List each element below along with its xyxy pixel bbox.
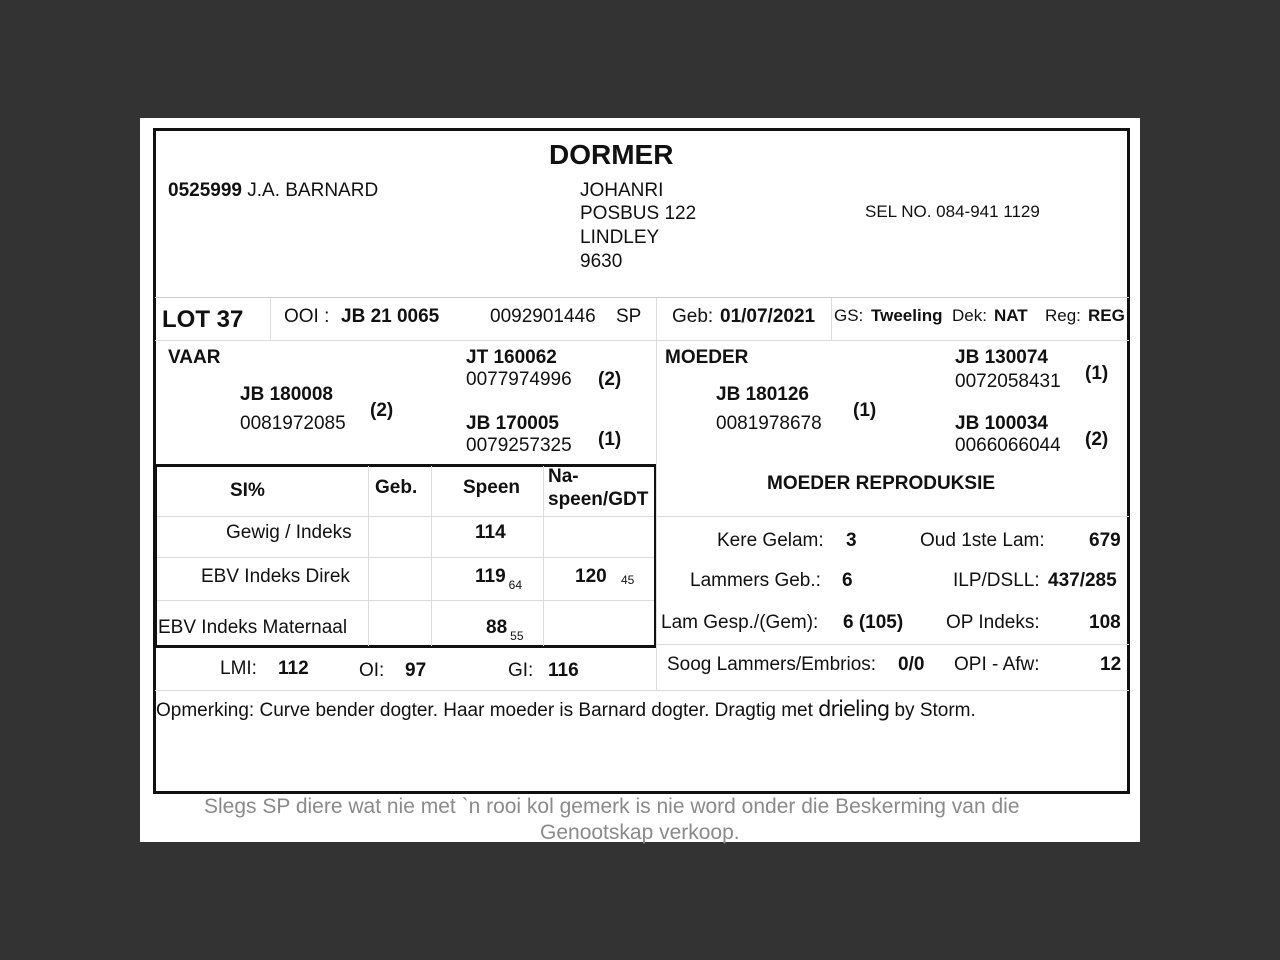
oud-label: Oud 1ste Lam:	[920, 530, 1045, 551]
lmi-label: LMI:	[220, 658, 257, 679]
vaar-dam-number: 0079257325	[466, 435, 572, 456]
moeder-number: 0081978678	[716, 413, 822, 434]
gs-label: GS:	[834, 306, 864, 325]
si-row-label: EBV Indeks Direk	[201, 566, 350, 587]
lammers-geb-label: Lammers Geb.:	[690, 570, 821, 591]
lot-number: LOT 37	[162, 306, 244, 333]
si-header-naspeen-1: Na-	[548, 466, 579, 487]
lammers-geb-value: 6	[842, 570, 853, 591]
oi-value: 97	[405, 660, 427, 681]
address-line-2: POSBUS 122	[580, 203, 697, 224]
vaar-sire-count: (2)	[598, 369, 622, 390]
breeder-name: J.A. BARNARD	[247, 180, 379, 201]
si-row-speen: 114	[475, 522, 506, 543]
sp-mark: SP	[616, 306, 642, 327]
lam-gesp-value: 6 (105)	[843, 612, 904, 633]
si-row-speen-sub: 64	[508, 578, 523, 592]
registration-number: 0092901446	[490, 306, 596, 327]
address-line-3: LINDLEY	[580, 227, 660, 248]
soog-value: 0/0	[898, 654, 925, 675]
vaar-number: 0081972085	[240, 413, 346, 434]
geb-date: 01/07/2021	[720, 306, 816, 327]
moeder-dam-id: JB 100034	[955, 413, 1048, 434]
vaar-dam-count: (1)	[598, 429, 622, 450]
si-row-label: Gewig / Indeks	[226, 522, 352, 543]
footer-line-2: Genootskap verkoop.	[540, 821, 740, 844]
soog-label: Soog Lammers/Embrios:	[667, 654, 877, 675]
lmi-value: 112	[278, 658, 309, 679]
moeder-sire-count: (1)	[1085, 363, 1109, 384]
address-line-4: 9630	[580, 251, 623, 272]
dek-value: NAT	[994, 306, 1028, 325]
moeder-count: (1)	[853, 400, 877, 421]
ilp-value: 437/285	[1048, 570, 1117, 591]
si-row-label: EBV Indeks Maternaal	[158, 617, 348, 638]
ilp-label: ILP/DSLL:	[953, 570, 1040, 591]
dek-label: Dek:	[952, 306, 987, 325]
remark-emphasis: drieling	[818, 697, 890, 721]
reproduction-title: MOEDER REPRODUKSIE	[767, 473, 996, 494]
ooi-id: JB 21 0065	[341, 306, 440, 327]
moeder-sire-number: 0072058431	[955, 371, 1061, 392]
moeder-dam-count: (2)	[1085, 429, 1109, 450]
gi-label: GI:	[508, 660, 534, 681]
vaar-sire-id: JT 160062	[466, 347, 557, 368]
si-row-speen: 88 $_{55}$	[486, 617, 524, 643]
gi-value: 116	[548, 660, 579, 681]
vaar-label: VAAR	[168, 347, 221, 368]
reg-value: REG	[1088, 306, 1125, 325]
op-label: OP Indeks:	[946, 612, 1040, 633]
moeder-dam-number: 0066066044	[955, 435, 1061, 456]
moeder-sire-id: JB 130074	[955, 347, 1048, 368]
si-row-naspeen-sub: 45	[621, 573, 635, 587]
lam-gesp-label: Lam Gesp./(Gem):	[661, 612, 819, 633]
moeder-id: JB 180126	[716, 384, 809, 405]
si-row-naspeen: 120	[575, 566, 607, 587]
vaar-sire-number: 0077974996	[466, 369, 572, 390]
remark	[156, 698, 976, 722]
ooi-label: OOI :	[284, 306, 330, 327]
gs-value: Tweeling	[871, 306, 943, 325]
si-header-naspeen-2: speen/GDT	[548, 489, 649, 510]
op-value: 108	[1089, 612, 1121, 633]
si-row-speen: 119 $_{64}$	[475, 566, 523, 592]
breeder-line	[168, 180, 378, 202]
si-row-speen-sub: 55	[510, 629, 524, 643]
oi-label: OI:	[359, 660, 385, 681]
geb-label: Geb:	[672, 306, 714, 327]
si-header-label: SI%	[230, 480, 265, 501]
sel-number: SEL NO. 084-941 1129	[865, 202, 1040, 221]
si-header-geb: Geb.	[375, 477, 418, 498]
reg-label: Reg:	[1045, 306, 1081, 325]
kere-gelam-value: 3	[846, 530, 857, 551]
vaar-count: (2)	[370, 400, 394, 421]
opi-label: OPI - Afw:	[954, 654, 1040, 675]
remark-label: Opmerking:	[156, 700, 255, 721]
address-line-1: JOHANRI	[580, 180, 664, 201]
moeder-label: MOEDER	[665, 347, 749, 368]
kere-gelam-label: Kere Gelam:	[717, 530, 824, 551]
breed-title: DORMER	[549, 139, 674, 170]
opi-value: 12	[1100, 654, 1122, 675]
footer-line-1: Slegs SP diere wat nie met `n rooi kol gemerk is nie word onder die Beskerming van die	[204, 795, 1020, 818]
vaar-dam-id: JB 170005	[466, 413, 559, 434]
vaar-id: JB 180008	[240, 384, 333, 405]
remark-text-end: by Storm.	[894, 700, 976, 721]
oud-value: 679	[1089, 530, 1121, 551]
remark-text: Curve bender dogter. Haar moeder is Barnard dogter. Dragtig met	[259, 700, 813, 721]
si-header-speen: Speen	[463, 477, 521, 498]
breeder-code: 0525999	[168, 180, 242, 201]
